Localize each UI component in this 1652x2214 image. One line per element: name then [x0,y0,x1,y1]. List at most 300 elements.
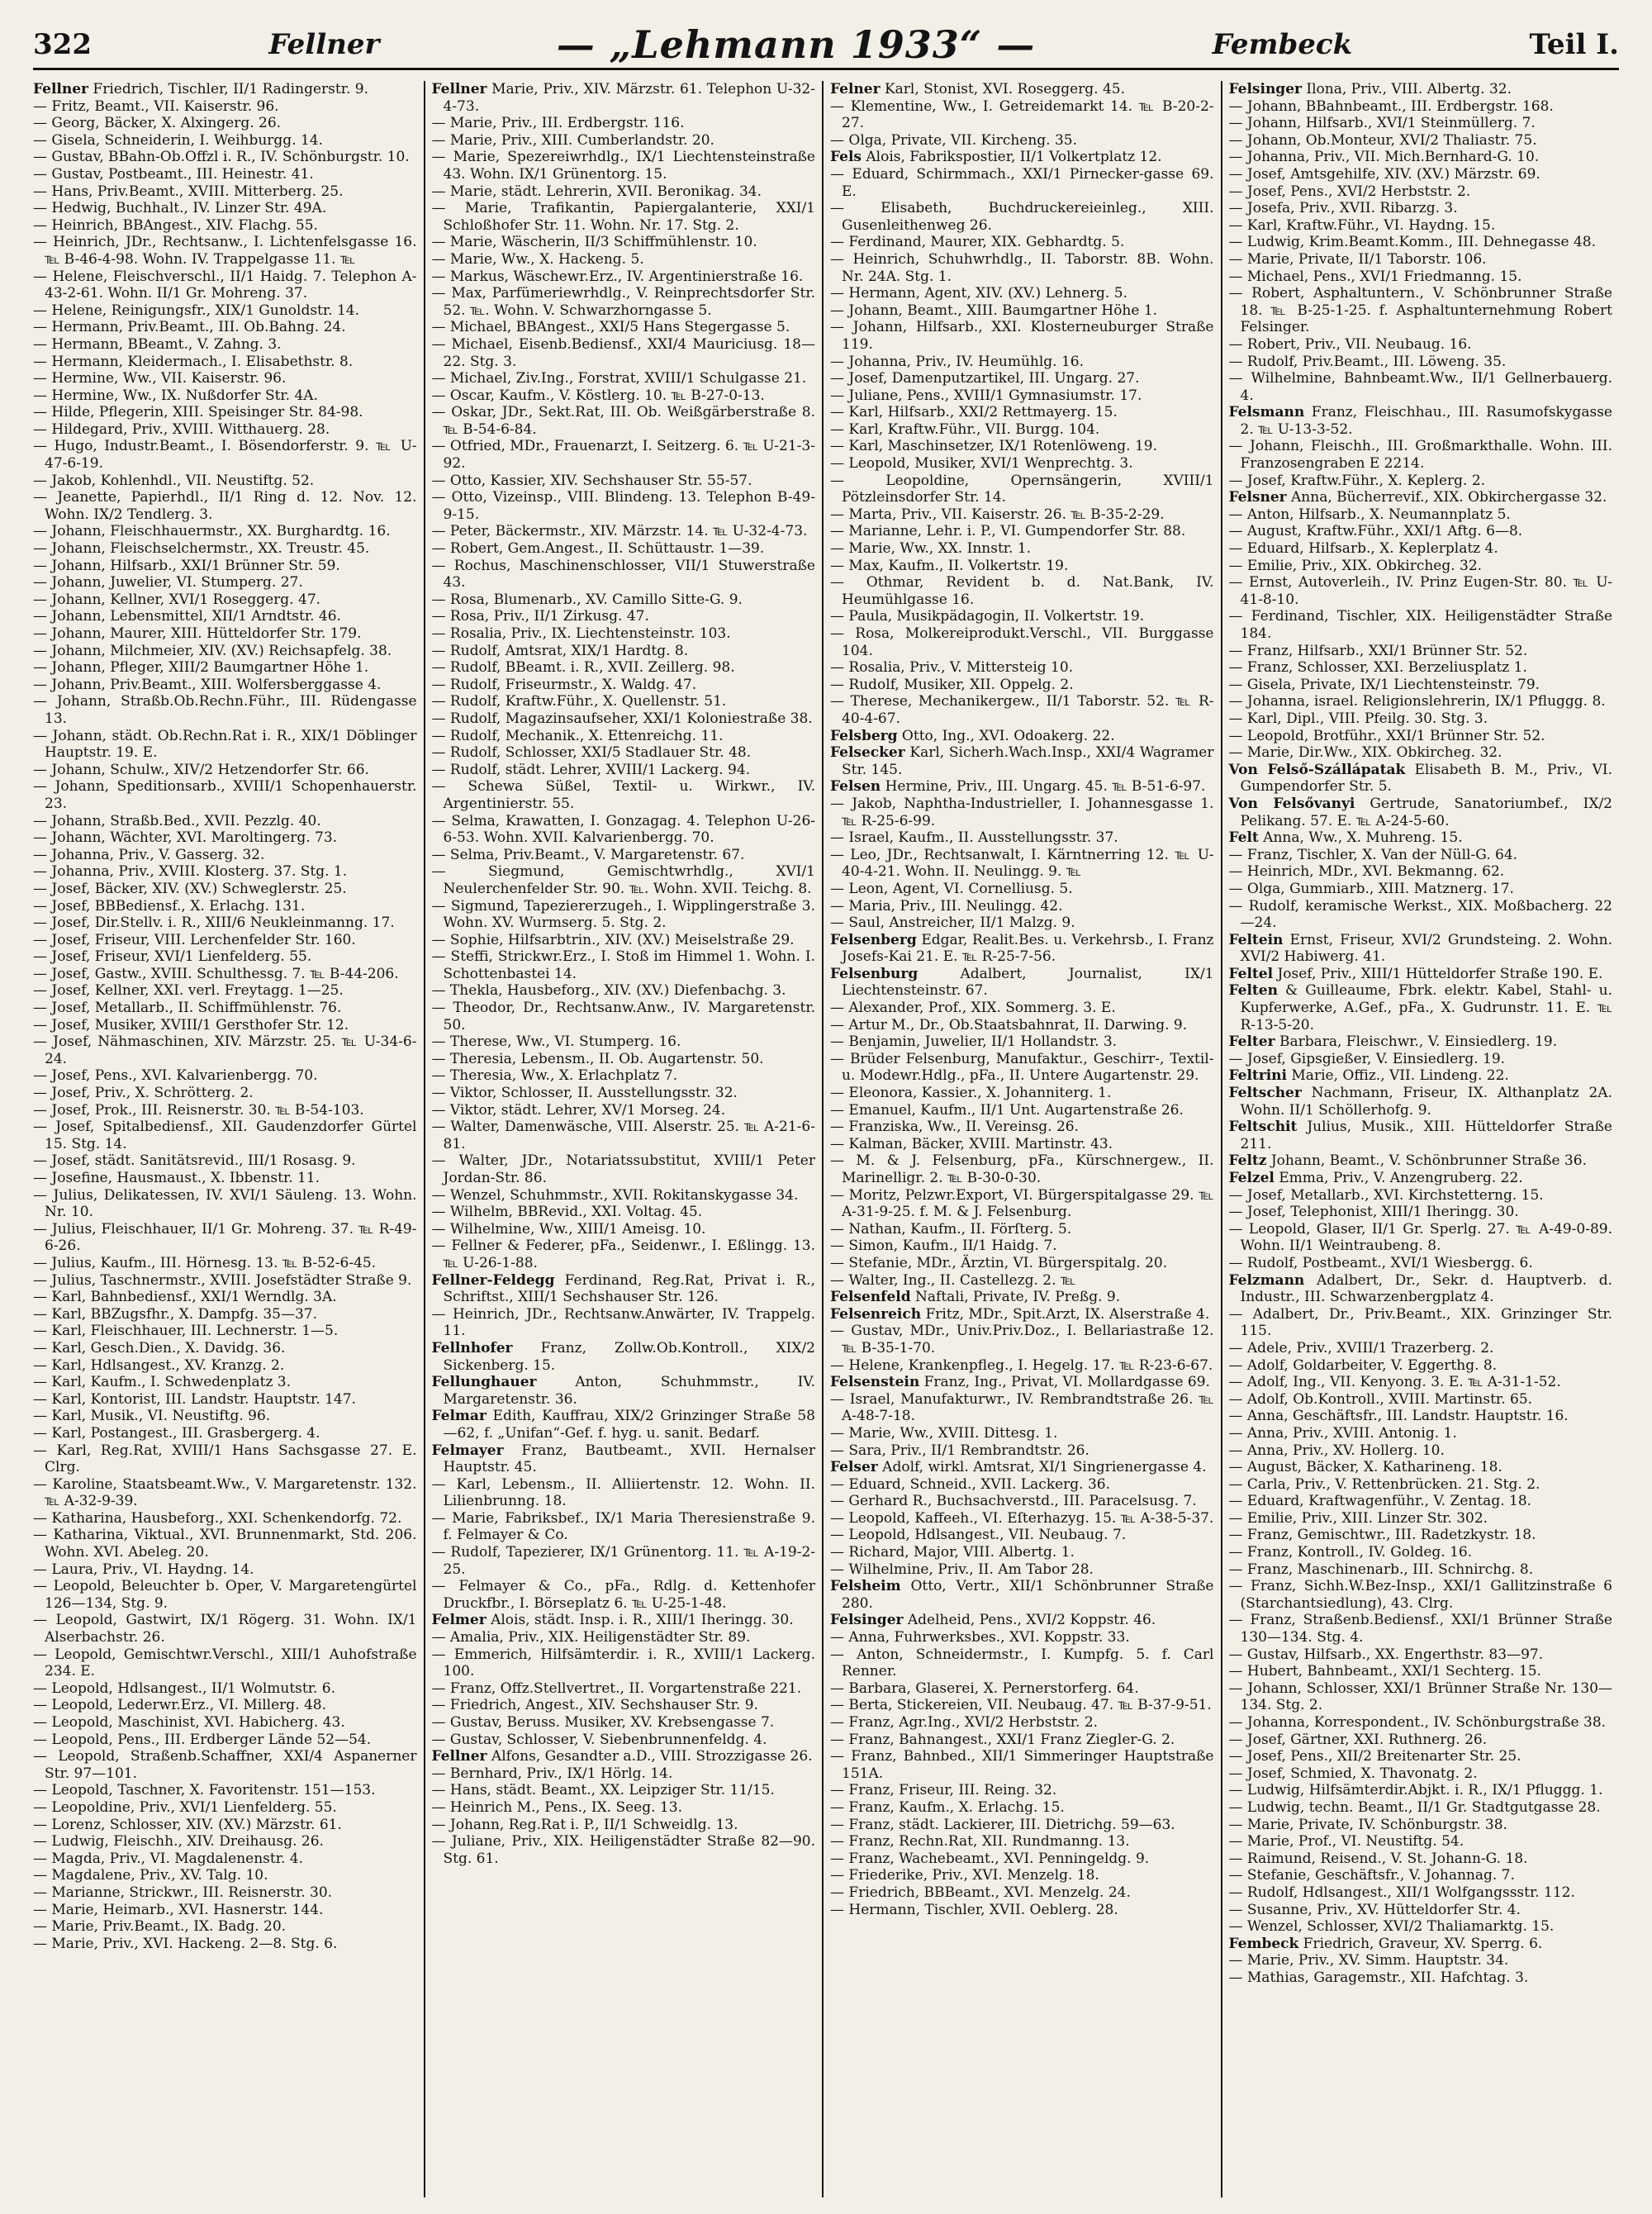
directory-entry [1229,183,1613,201]
entry-text: — Wilhelmine, Ww., XIII/1 Ameisg. 10. [431,1220,706,1238]
directory-entry [432,863,816,897]
directory-entry [1229,1578,1613,1612]
directory-entry [33,1902,417,1919]
entry-text: — Franz, Offz.Stellvertret., II. Vorgartenstraße 221. [431,1680,802,1697]
entry-text: — Franz, Kontroll., IV. Goldeg. 16. [1228,1544,1473,1561]
entry-text: — Gisela, Private, IX/1 Liechtensteinstr. 79. [1228,676,1540,693]
directory-entry [830,1255,1214,1272]
directory-entry [33,1646,417,1680]
directory-entry [1229,1782,1613,1799]
entry-text: — Karl, Dipl., VIII. Pfeilg. 30. Stg. 3. [1228,710,1488,727]
entry-text: — Karl, Lebensm., II. Alliiertenstr. 12. Wohn. II. Lilienbrunng. 18. [431,1475,815,1510]
column-2 [424,81,823,2197]
directory-entry [830,149,1214,166]
entry-surname: Feltscher [1228,1085,1302,1102]
entry-text: — Magda, Priv., VI. Magdalenenstr. 4. [33,1850,303,1867]
directory-entry [1229,966,1613,983]
entry-text: — Johann, Hilfsarb., XVI/1 Steinmüllerg. 7. [1228,115,1536,132]
directory-entry [830,473,1214,506]
entry-text: — Emmerich, Hilfsämterdir. i. R., XVIII/1 Lackerg. 100. [431,1646,815,1680]
entry-text: — Eduard, Schirmmach., XXI/1 Pirnecker-gasse 69. E. [830,165,1214,200]
entry-text: — Josef, Friseur, VIII. Lerchenfelder Str. 160. [33,931,356,948]
directory-entry [33,1085,417,1102]
entry-text: — Therese, Mechanikergew., II/1 Taborstr. 52. ℡ R-40-4-67. [830,693,1214,727]
directory-entry [432,1238,816,1271]
entry-text: — Karl, Kaufm., I. Schwedenplatz 3. [33,1374,292,1391]
directory-entry [830,1425,1214,1442]
directory-entry [432,813,816,847]
entry-text: — Berta, Stickereien, VII. Neubaug. 47. ℡ B-37-9-51. [830,1697,1212,1714]
directory-entry [432,643,816,660]
directory-entry [33,881,417,898]
directory-entry [830,659,1214,677]
entry-text: — Johann, Fleischselchermstr., XX. Treustr. 45. [33,540,370,558]
entry-surname: Felsenberg [830,931,917,948]
entry-text: — Marianne, Strickwr., III. Reisnerstr. 30. [33,1884,333,1901]
entry-text: — Leopold, Hdlsangest., VII. Neubaug. 7. [830,1527,1127,1544]
entry-text: — Johanna, Korrespondent., IV. Schönburgstraße 38. [1228,1714,1607,1731]
directory-entry [1229,489,1613,506]
directory-entry [830,608,1214,625]
entry-text: — Josef, Priv., X. Schrötterg. 2. [33,1085,254,1102]
entry-text: Anton, Schuhmmstr., IV. Margaretenstr. 36. [443,1374,815,1408]
directory-entry [1229,1817,1613,1834]
entry-text: — Gustav, Hilfsarb., XX. Engerthstr. 83—97. [1228,1646,1544,1663]
entry-text: — Josef, Bäcker, XIV. (XV.) Schweglerstr. 25. [33,880,347,897]
entry-text: — Viktor, Schlosser, II. Ausstellungsstr. 32. [431,1085,738,1102]
entry-text: — Robert, Asphaltuntern., V. Schönbrunner Straße 18. ℡ B-25-1-25. f. Asphaltunternehmung Robert Felsinger. [1228,285,1612,336]
entry-text: — Josef, BBBediensf., X. Erlachg. 131. [33,897,306,915]
page-number: 322 [33,28,92,61]
directory-entry [1229,523,1613,540]
entry-text: — Karl, Postangest., III. Grasbergerg. 4. [33,1424,320,1442]
entry-surname: Felmayer [431,1442,504,1459]
directory-entry [33,1067,417,1085]
entry-text: Ernst, Friseur, XVI/2 Grundsteing. 2. Wohn. XVI/2 Habiwerg. 41. [1240,931,1612,966]
directory-entry [830,387,1214,405]
entry-text: — Rosa, Blumenarb., XV. Camillo Sitte-G. 9. [431,591,743,608]
entry-surname: Felsenreich [830,1305,922,1323]
directory-entry [830,1119,1214,1136]
directory-entry [830,1459,1214,1476]
entry-text: — Sara, Priv., II/1 Rembrandtstr. 26. [830,1442,1089,1459]
entry-text: — Franziska, Ww., II. Vereinsg. 26. [830,1119,1080,1136]
entry-text: — Leopold, Gastwirt, IX/1 Rögerg. 31. Wohn. IX/1 Alserbachstr. 26. [33,1612,417,1646]
entry-text: — Josef, Amtsgehilfe, XIV. (XV.) Märzstr. 69. [1228,165,1540,183]
entry-text: — Franz, Straßenb.Bediensf., XXI/1 Brünner Straße 130—134. Stg. 4. [1228,1612,1612,1646]
entry-text: — Leopold, Pens., III. Erdberger Lände 52—54. [33,1731,372,1748]
directory-entry [432,183,816,201]
entry-surname: Fembeck [1228,1935,1299,1952]
directory-entry [830,1391,1214,1425]
entry-text: — Max, Parfümeriewrhdlg., V. Reinprechtsdorfer Str. 52. ℡. Wohn. V. Schwarzhorngasse 5. [431,285,815,319]
directory-entry [830,1017,1214,1034]
directory-entry [33,608,417,625]
directory-entry [830,523,1214,540]
directory-entry [33,1425,417,1442]
entry-text: — Josef, Gipsgießer, V. Einsiedlerg. 19. [1228,1050,1506,1067]
directory-entry [432,625,816,643]
entry-text: — Juliane, Priv., XIX. Heiligenstädter Straße 82—90. Stg. 61. [431,1833,815,1867]
directory-entry [1229,1493,1613,1510]
directory-entry [432,1374,816,1408]
directory-entry [830,81,1214,98]
directory-entry [432,251,816,268]
entry-text: — Karl, Kraftw.Führ., VII. Burgg. 104. [830,420,1100,438]
directory-entry [1229,98,1613,116]
directory-entry [1229,438,1613,472]
entry-text: — Hermann, Kleidermach., I. Elisabethstr. 8. [33,353,354,370]
directory-entry [1229,762,1613,796]
entry-text: — Helene, Fleischverschl., II/1 Haidg. 7. Telephon A-43-2-61. Wohn. II/1 Gr. Mohreng. 37. [33,268,417,302]
directory-entry [33,1340,417,1357]
directory-entry [830,1187,1214,1221]
directory-entry [33,813,417,830]
directory-entry [33,932,417,949]
directory-entry [830,506,1214,524]
directory-entry [33,1187,417,1221]
entry-text: — Franz, Gemischtwr., III. Radetzkystr. 18. [1228,1527,1536,1544]
column-1 [33,81,424,2197]
entry-surname: Felsenstein [830,1374,920,1391]
part-label: Teil I. [1529,28,1619,61]
directory-entry [1229,1459,1613,1476]
directory-entry [432,932,816,949]
directory-entry [1229,234,1613,251]
entry-text: — Franz, Schlosser, XXI. Berzeliusplatz 1. [1228,659,1527,677]
directory-entry [33,1170,417,1187]
directory-entry [1229,574,1613,608]
entry-text: — Johann, Milchmeier, XIV. (XV.) Reichsapfelg. 38. [33,642,392,659]
entry-text: — Rudolf, Magazinsaufseher, XXI/1 Koloniestraße 38. [431,710,813,727]
directory-entry [1229,1152,1613,1170]
directory-entry [33,132,417,150]
directory-entry [432,540,816,558]
directory-entry [830,1323,1214,1356]
entry-text: — Johanna, Priv., IV. Heumühlg. 16. [830,353,1085,370]
entry-text: — Anna, Priv., XV. Hollerg. 10. [1228,1442,1445,1459]
directory-entry [33,1936,417,1953]
entry-text: — August, Kraftw.Führ., XXI/1 Aftg. 6—8. [1228,523,1523,540]
entry-text: — Lorenz, Schlosser, XIV. (XV.) Märzstr. 61. [33,1816,342,1833]
directory-entry [830,1544,1214,1561]
directory-entry [1229,1902,1613,1919]
directory-entry [33,948,417,966]
directory-entry [33,1867,417,1884]
directory-entry [432,558,816,592]
entry-text: — Marie, Private, II/1 Taborstr. 106. [1228,250,1487,268]
directory-entry [1229,1748,1613,1765]
directory-entry [1229,558,1613,575]
directory-entry [1229,898,1613,932]
directory-entry [1229,693,1613,710]
entry-text: — Hilde, Pflegerin, XIII. Speisinger Str. 84-98. [33,404,363,421]
entry-text: — Karl, Fleischhauer, III. Lechnerstr. 1—5. [33,1323,339,1340]
entry-text: — Israel, Manufakturwr., IV. Rembrandtstraße 26. ℡ A-48-7-18. [830,1390,1214,1425]
entry-text: — Anna, Priv., XVIII. Antonig. 1. [1228,1424,1457,1442]
directory-entry [33,1578,417,1612]
entry-text: — Josef, Pens., XII/2 Breitenarter Str. 25. [1228,1748,1521,1765]
entry-text: — Josef, Pens., XVI/2 Herbststr. 2. [1228,183,1471,200]
directory-entry [33,677,417,694]
directory-entry [830,1085,1214,1102]
entry-text: — Thekla, Hausbeforg., XIV. (XV.) Diefenbachg. 3. [431,982,786,1000]
entry-text: Adolf, wirkl. Amtsrat, XI/1 Singrienergasse 4. [877,1459,1207,1476]
directory-entry [1229,1187,1613,1204]
directory-entry [1229,1442,1613,1460]
first-name-running-head: Fellner [268,28,380,61]
directory-entry [830,166,1214,200]
directory-entry [830,1374,1214,1391]
entry-text: Anna, Bücherrevif., XIX. Obkirchergasse 32. [1286,489,1607,506]
directory-entry [830,1051,1214,1085]
directory-entry [33,1714,417,1732]
entry-text: — Michael, Pens., XVI/1 Friedmanng. 15. [1228,268,1522,285]
directory-entry [33,1817,417,1834]
entry-text: Friedrich, Graveur, XV. Sperrg. 6. [1298,1935,1543,1952]
directory-entry [33,1476,417,1510]
directory-entry [432,1629,816,1646]
entry-surname: Felsenburg [830,965,919,982]
entry-text: — Josef, Telephonist, XIII/1 Iheringg. 30. [1228,1204,1519,1221]
entry-text: — Helene, Krankenpfleg., I. Hegelg. 17. ℡ R-23-6-67. [830,1356,1213,1374]
entry-text: — Heinrich, MDr., XVI. Bekmanng. 62. [1228,863,1505,881]
entry-text: — Felmayer & Co., pFa., Rdlg. d. Kettenhofer Druckfbr., I. Börseplatz 6. ℡ U-25-1-48. [431,1578,815,1612]
directory-entry [830,625,1214,659]
entry-text: Marie, Priv., XIV. Märzstr. 61. Telephon U-32-4-73. [443,81,815,115]
entry-text: — Adele, Priv., XVIII/1 Trazerberg. 2. [1228,1339,1494,1356]
entry-text: — Johann, Kellner, XVI/1 Roseggerg. 47. [33,591,321,608]
directory-entry [33,1442,417,1476]
entry-text: — Heinrich, BBAngest., XIV. Flachg. 55. [33,216,318,234]
entry-text: — Michael, BBAngest., XXI/5 Hans Stegergasse 5. [431,319,790,336]
entry-text: — Marie, Prof., VI. Neustiftg. 54. [1228,1833,1464,1851]
entry-text: — Eduard, Hilfsarb., X. Keplerplatz 4. [1228,540,1498,558]
entry-text: — Robert, Gem.Angest., II. Schüttaustr. 1—39. [431,540,765,558]
entry-text: — Theresia, Ww., X. Erlachplatz 7. [431,1067,678,1085]
entry-text: — Julius, Fleischhauer, II/1 Gr. Mohreng. 37. ℡ R-49-6-26. [33,1220,417,1255]
directory-entry [432,1544,816,1578]
entry-text: — Karoline, Staatsbeamt.Ww., V. Margaretenstr. 132. ℡ A-32-9-39. [33,1475,417,1510]
entry-text: — Johanna, israel. Religionslehrerin, IX/1 Pfluggg. 8. [1228,693,1606,710]
entry-text: — Therese, Ww., VI. Stumperg. 16. [431,1033,681,1051]
entry-surname: Fellner [33,81,89,97]
directory-entry [432,200,816,234]
directory-entry [432,1612,816,1629]
directory-entry [1229,1340,1613,1357]
entry-text: — Otto, Kassier, XIV. Sechshauser Str. 55-57. [431,472,752,489]
entry-text: — Carla, Priv., V. Rettenbrücken. 21. Stg. 2. [1228,1475,1540,1493]
entry-text: — Moritz, Pelzwr.Export, VI. Bürgerspitalgasse 29. ℡ A-31-9-25. f. M. & J. Felsenburg. [830,1186,1214,1221]
directory-entry [1229,1612,1613,1646]
entry-surname: Fellunghauer [431,1374,537,1391]
entry-text: Alois, Fabrikspostier, II/1 Volkertplatz 12. [861,149,1162,166]
directory-entry [33,1391,417,1409]
directory-entry [1229,1119,1613,1152]
entry-text: — Amalia, Priv., XIX. Heiligenstädter Str. 89. [431,1629,751,1646]
entry-text: — Marie, Priv., III. Erdbergstr. 116. [431,115,685,132]
entry-text: — Karl, Hilfsarb., XXI/2 Rettmayerg. 15. [830,404,1118,421]
entry-text: — Gustav, Schlosser, V. Siebenbrunnenfeldg. 4. [431,1731,767,1748]
directory-entry [432,1732,816,1749]
entry-text: — Fritz, Beamt., VII. Kaiserstr. 96. [33,97,279,115]
entry-text: — Emanuel, Kaufm., II/1 Unt. Augartenstraße 26. [830,1101,1184,1119]
directory-entry [1229,643,1613,660]
directory-entry [33,354,417,371]
entry-surname: Von Felsővanyi [1228,795,1355,812]
directory-entry [33,1033,417,1067]
entry-text: — Helene, Reinigungsfr., XIX/1 Gunoldstr. 14. [33,302,359,319]
entry-text: — Barbara, Glaserei, X. Pernerstorferg. 64. [830,1680,1139,1697]
directory-entry [1229,744,1613,762]
entry-text: — Wenzel, Schlosser, XVI/2 Thaliamarktg. 15. [1228,1918,1555,1936]
entry-text: — Friedrich, Angest., XIV. Sechshauser Str. 9. [431,1697,758,1714]
directory-entry [33,1323,417,1340]
entry-text: — Marie, Priv., XIII. Cumberlandstr. 20. [431,131,714,149]
entry-text: — Karl, Bahnbediensf., XXI/1 Werndlg. 3A. [33,1289,337,1306]
entry-text: — Leopoldine, Priv., XVI/1 Lienfelderg. 55. [33,1798,337,1816]
directory-entry [432,778,816,812]
entry-text: — Josef, Gärtner, XXI. Ruthnerg. 26. [1228,1731,1488,1748]
entry-text: — Rosalia, Priv., V. Mittersteig 10. [830,659,1074,677]
directory-entry [830,1136,1214,1153]
directory-entry [830,302,1214,320]
entry-text: — Johanna, Priv., VII. Mich.Bernhard-G. 10. [1228,149,1540,166]
entry-text: — Julius, Delikatessen, IV. XVI/1 Säuleng. 13. Wohn. Nr. 10. [33,1186,417,1221]
entry-text: — Katharina, Hausbeforg., XXI. Schenkendorfg. 72. [33,1509,402,1527]
directory-entry [33,863,417,881]
directory-entry [830,1561,1214,1579]
entry-text: — Karl, Reg.Rat, XVIII/1 Hans Sachsgasse 27. E. Clrg. [33,1442,417,1476]
entry-text: — Johann, Schlosser, XXI/1 Brünner Straße Nr. 130—134. Stg. 2. [1228,1680,1612,1714]
entry-text: Hermine, Priv., III. Ungarg. 45. ℡ B-51-6-97. [881,778,1206,796]
entry-text: — Peter, Bäckermstr., XIV. Märzstr. 14. ℡ U-32-4-73. [431,523,808,540]
entry-text: — Oskar, JDr., Sekt.Rat, III. Ob. Weißgärberstraße 8. ℡ B-54-6-84. [431,404,815,438]
entry-text: — Karl, Hdlsangest., XV. Kranzg. 2. [33,1356,285,1374]
entry-text: Karl, Stonist, XVI. Roseggerg. 45. [880,81,1126,97]
directory-entry [33,319,417,336]
entry-text: Friedrich, Tischler, II/1 Radingerstr. 9. [88,81,368,97]
entry-text: — Josef, Dir.Stellv. i. R., XIII/6 Neukleinmanng. 17. [33,915,395,932]
entry-text: & Guilleaume, Fbrk. elektr. Kabel, Stahl- u. Kupferwerke, A.Gef., pFa., X. Gudrunstr. 11. E. ℡ R-13-5-20. [1240,982,1612,1033]
directory-entry [830,1578,1214,1612]
entry-text: — Franz, städt. Lackierer, III. Dietrichg. 59—63. [830,1816,1175,1833]
entry-surname: Felsmann [1228,404,1305,421]
entry-text: — Walter, JDr., Notariatssubstitut, XVIII/1 Peter Jordan-Str. 86. [431,1152,815,1186]
entry-text: — Wilhelmine, Bahnbeamt.Ww., II/1 Gellnerbauerg. 4. [1228,370,1612,404]
directory-entry [830,932,1214,966]
directory-entry [1229,473,1613,490]
directory-entry [33,625,417,643]
directory-entry [1229,404,1613,438]
entry-text: — Johann, Fleischhauermstr., XX. Burghardtg. 16. [33,523,391,540]
directory-entry [33,421,417,439]
entry-text: — Gisela, Schneiderin, I. Weihburgg. 14. [33,131,324,149]
entry-text: Alois, städt. Insp. i. R., XIII/1 Iheringg. 30. [486,1612,794,1629]
entry-text: — Otto, Vizeinsp., VIII. Blindeng. 13. Telephon B-49-9-15. [431,489,815,523]
directory-entry [1229,1306,1613,1340]
entry-text: — Marie, Ww., XVIII. Dittesg. 1. [830,1424,1058,1442]
entry-surname: Fellner-Feldegg [431,1271,555,1289]
entry-text: Otto, Ing., XVI. Odoakerg. 22. [897,727,1115,744]
directory-entry [830,540,1214,558]
directory-entry [1229,506,1613,524]
entry-surname: Felsecker [830,744,905,762]
entry-text: — Rudolf, Priv.Beamt., III. Löweng. 35. [1228,353,1507,370]
entry-text: Naftali, Private, IV. Preßg. 9. [910,1289,1121,1306]
directory-entry [33,1697,417,1714]
entry-text: — Marie, Priv., XVI. Hackeng. 2—8. Stg. 6. [33,1935,338,1952]
directory-entry [1229,1272,1613,1306]
directory-entry [1229,1851,1613,1868]
entry-text: — Marta, Priv., VII. Kaiserstr. 26. ℡ B-35-2-29. [830,506,1165,523]
directory-entry [1229,115,1613,132]
directory-entry [830,285,1214,302]
directory-entry [1229,1646,1613,1664]
entry-text: — Olga, Gummiarb., XIII. Matznerg. 17. [1228,880,1514,897]
directory-entry [33,1561,417,1579]
entry-text: — Hermann, Agent, XIV. (XV.) Lehnerg. 5. [830,285,1127,302]
directory-entry [432,948,816,982]
entry-text: — Marie, Ww., X. Hackeng. 5. [431,250,644,268]
entry-text: — Nathan, Kaufm., II. Förſterg. 5. [830,1220,1072,1238]
entry-surname: Fels [830,149,862,166]
entry-text: — Georg, Bäcker, X. Alxingerg. 26. [33,115,282,132]
directory-entry [830,1476,1214,1494]
directory-entry [830,438,1214,455]
entry-text: — Schewa Süßel, Textil- u. Wirkwr., IV. Argentinierstr. 55. [431,778,815,812]
directory-entry [432,1204,816,1221]
directory-entry [1229,1357,1613,1375]
entry-text: — Rosalia, Priv., IX. Liechtensteinstr. 103. [431,625,731,642]
entry-text: — Josef, Kraftw.Führ., X. Keplerg. 2. [1228,472,1486,489]
entry-text: — Johann, Priv.Beamt., XIII. Wolfersberggasse 4. [33,676,382,693]
entry-text: — Ludwig, Hilfsämterdir.Abjkt. i. R., IX/1 Pfluggg. 1. [1228,1782,1603,1799]
entry-text: — Sophie, Hilfsarbtrin., XIV. (XV.) Meiselstraße 29. [431,931,795,948]
entry-text: — Michael, Ziv.Ing., Forstrat, XVIII/1 Schulgasse 21. [431,370,807,387]
directory-entry [830,1817,1214,1834]
directory-entry [432,744,816,762]
entry-text: — Heinrich M., Pens., IX. Seeg. 13. [431,1798,682,1816]
directory-entry [33,1884,417,1902]
directory-entry [432,523,816,540]
entry-text: — Wilhelm, BBRevid., XXI. Voltag. 45. [431,1204,703,1221]
entry-surname: Feltel [1228,965,1274,982]
entry-text: Josef, Priv., XIII/1 Hütteldorfer Straße 190. E. [1273,965,1603,982]
entry-text: — Karl, Kontorist, III. Landstr. Hauptstr. 147. [33,1390,356,1408]
directory-entry [432,1221,816,1238]
directory-entry [33,1748,417,1782]
directory-entry [432,438,816,472]
directory-entry [33,1732,417,1749]
entry-text: — Friederike, Priv., XVI. Menzelg. 18. [830,1867,1099,1884]
directory-entry [1229,863,1613,881]
directory-entry [33,1289,417,1306]
directory-entry [432,81,816,115]
entry-text: — Viktor, städt. Lehrer, XV/1 Morseg. 24. [431,1101,726,1119]
entry-surname: Felsberg [830,727,898,744]
entry-text: — Rochus, Maschinenschlosser, VII/1 Stuwerstraße 43. [431,557,815,592]
directory-entry [1229,1765,1613,1783]
entry-surname: Felt [1228,829,1259,847]
entry-text: — Josef, Spitalbediensf., XII. Gaudenzdorfer Gürtel 15. Stg. 14. [33,1119,417,1152]
directory-entry [830,915,1214,932]
entry-text: Julius, Musik., XIII. Hütteldorfer Straße 211. [1240,1119,1612,1152]
directory-entry [33,149,417,166]
entry-text: — Karl, Gesch.Dien., X. Davidg. 36. [33,1339,286,1356]
directory-entry [830,677,1214,694]
directory-entry [432,608,816,625]
